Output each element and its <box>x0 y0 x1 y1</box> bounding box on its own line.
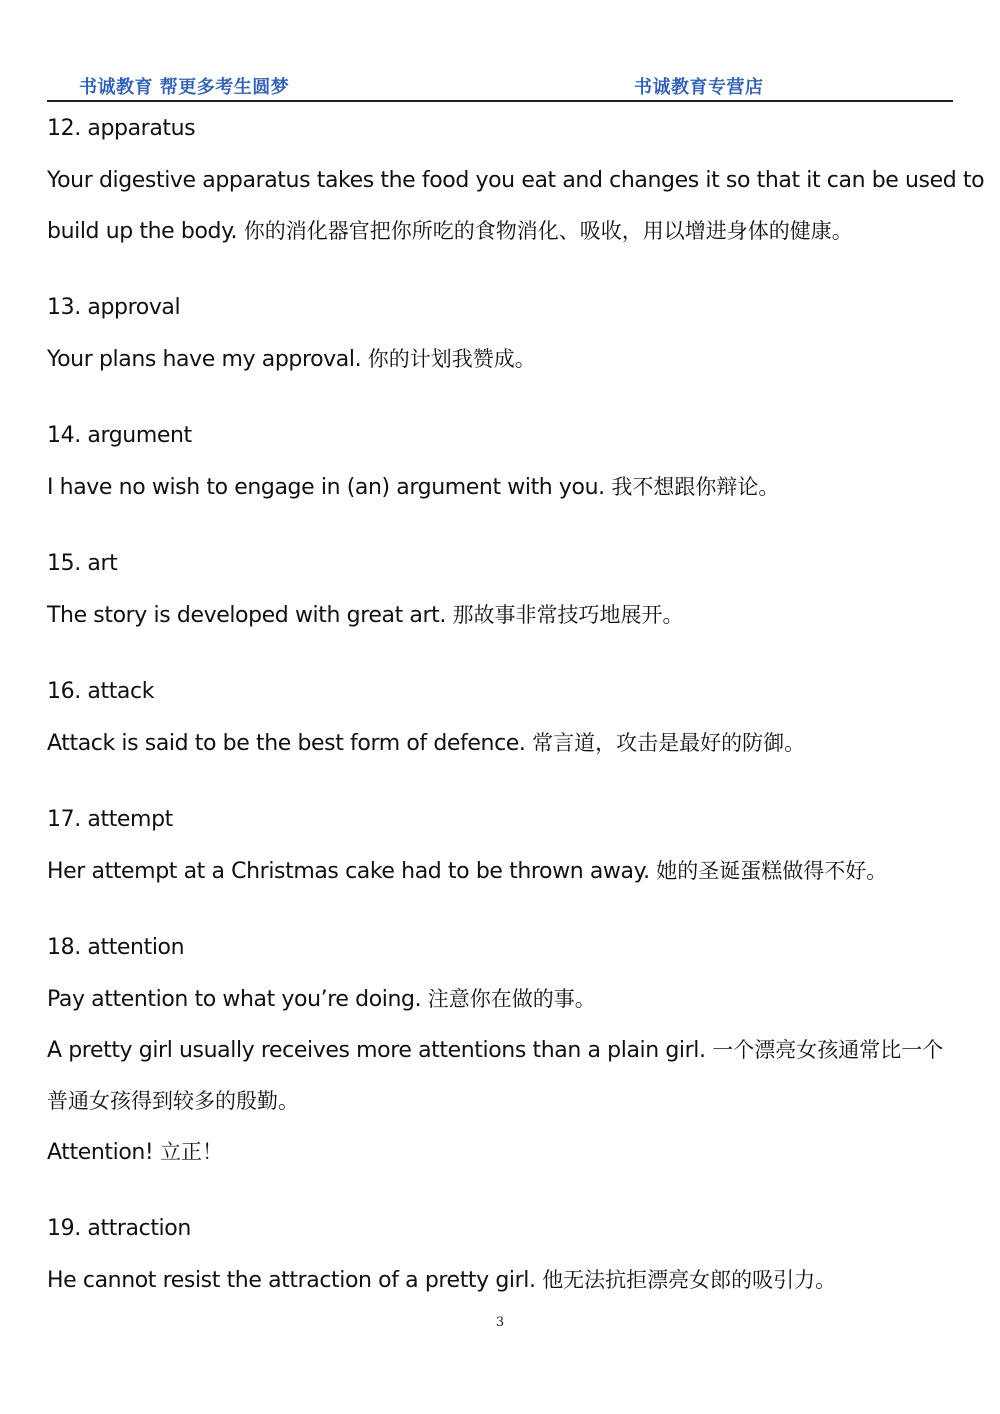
entry-spacer <box>47 777 962 803</box>
english-text: Attack is said to be the best form of defence. <box>47 731 526 756</box>
chinese-translation: 她的圣诞蛋糕做得不好。 <box>656 859 888 883</box>
entry-spacer <box>47 905 962 931</box>
english-text: A pretty girl usually receives more attentions than a plain girl. <box>47 1038 706 1063</box>
english-text: I have no wish to engage in (an) argument with you. <box>47 475 605 500</box>
chinese-translation: 你的计划我赞成。 <box>367 347 536 371</box>
chinese-translation: 你的消化器官把你所吃的食物消化、吸收，用以增进身体的健康。 <box>243 219 853 243</box>
chinese-translation: 常言道，攻击是最好的防御。 <box>532 731 806 755</box>
chinese-translation: 那故事非常技巧地展开。 <box>452 603 684 627</box>
example-sentence <box>47 1263 962 1314</box>
example-sentence <box>47 726 962 777</box>
chinese-translation: 我不想跟你辩论。 <box>611 475 780 499</box>
entry-heading: 18. attention <box>47 935 185 960</box>
english-text: Attention! <box>47 1140 154 1165</box>
page-number: 3 <box>495 1315 505 1330</box>
example-sentence <box>47 982 962 1033</box>
example-sentence <box>47 163 985 214</box>
example-sentence <box>47 598 962 649</box>
chinese-translation: 他无法抗拒漂亮女郎的吸引力。 <box>542 1268 837 1292</box>
example-sentence <box>47 1135 962 1186</box>
entry-heading: 14. argument <box>47 423 192 448</box>
english-text: Your digestive apparatus takes the food you eat and changes it so that it can be used to <box>47 168 985 193</box>
vocabulary-list <box>47 112 985 1314</box>
example-sentence <box>47 470 962 521</box>
english-text: Your plans have my approval. <box>47 347 362 372</box>
chinese-translation: 立正！ <box>159 1140 223 1164</box>
entry-heading: 16. attack <box>47 679 155 704</box>
english-text: build up the body. <box>47 219 238 244</box>
example-sentence <box>47 854 962 905</box>
english-text: He cannot resist the attraction of a pretty girl. <box>47 1268 536 1293</box>
entry-heading: 15. art <box>47 551 118 576</box>
example-sentence <box>47 214 962 265</box>
english-text: Her attempt at a Christmas cake had to be thrown away. <box>47 859 650 884</box>
entry-spacer <box>47 393 962 419</box>
entry-spacer <box>47 265 962 291</box>
example-sentence <box>47 1084 962 1135</box>
example-sentence <box>47 1033 962 1084</box>
chinese-translation: 一个漂亮女孩通常比一个 <box>712 1038 944 1062</box>
entry-spacer <box>47 1186 962 1212</box>
header-store-name: 书诚教育专营店 <box>634 77 764 98</box>
entry-heading: 17. attempt <box>47 807 173 832</box>
entry-heading: 13. approval <box>47 295 181 320</box>
chinese-translation: 普通女孩得到较多的殷勤。 <box>47 1089 299 1113</box>
entry-heading: 19. attraction <box>47 1216 191 1241</box>
entry-spacer <box>47 521 962 547</box>
page-header <box>47 70 953 102</box>
header-slogan: 书诚教育 帮更多考生圆梦 <box>79 77 290 98</box>
entry-spacer <box>47 649 962 675</box>
entry-heading: 12. apparatus <box>47 116 196 141</box>
english-text: The story is developed with great art. <box>47 603 446 628</box>
example-sentence <box>47 342 962 393</box>
chinese-translation: 注意你在做的事。 <box>427 987 596 1011</box>
english-text: Pay attention to what you’re doing. <box>47 987 422 1012</box>
